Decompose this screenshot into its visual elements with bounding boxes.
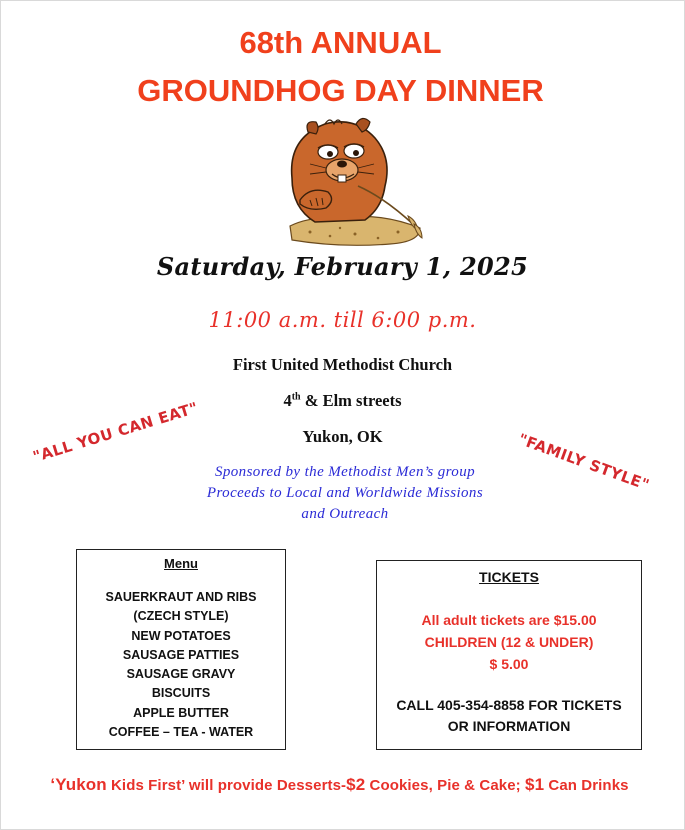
menu-list (77, 588, 285, 742)
menu-box (76, 549, 286, 750)
footer-part-6: Can Drinks (544, 777, 629, 794)
tickets-box (376, 560, 642, 750)
family-style-stamp: "FAMILY STYLE" (515, 430, 652, 495)
menu-item: SAUSAGE GRAVY (126, 667, 236, 682)
menu-item: SAUSAGE PATTIES (122, 647, 240, 662)
street-number: 4 (283, 391, 292, 410)
ticket-contact (377, 695, 641, 737)
footer-part-5: $1 (525, 775, 545, 794)
footer-part-4: Cookies, Pie & Cake; (365, 777, 526, 794)
event-date: Saturday, February 1, 2025 (156, 252, 529, 281)
event-time: 11:00 a.m. till 6:00 p.m. (208, 308, 477, 332)
menu-title: Menu (164, 556, 198, 571)
venue-city: Yukon, OK (302, 427, 383, 446)
all-you-can-eat-stamp: "ALL YOU CAN EAT" (30, 398, 201, 466)
call-line-1: CALL 405-354-8858 FOR TICKETS (396, 697, 622, 713)
street-rest: & Elm streets (300, 391, 402, 410)
menu-item: COFFEE – TEA - WATER (108, 725, 254, 740)
call-line-2: OR INFORMATION (447, 718, 571, 734)
groundhog-icon (270, 108, 435, 258)
street-suffix: th (291, 391, 301, 403)
sponsor-line-2: Proceeds to Local and Worldwide Missions (206, 485, 484, 501)
adult-price: All adult tickets are $15.00 (421, 612, 597, 628)
children-price: $ 5.00 (489, 656, 529, 672)
sponsor-line-1: Sponsored by the Methodist Men’s group (214, 464, 476, 480)
venue-name: First United Methodist Church (232, 355, 453, 374)
menu-item: NEW POTATOES (131, 628, 231, 643)
menu-item: APPLE BUTTER (133, 705, 229, 720)
children-label: CHILDREN (12 & UNDER) (424, 634, 594, 650)
venue-street (0, 391, 685, 411)
footer-part-2: Kids First’ will provide Desserts- (106, 777, 347, 794)
footer-part-1: ‘Yukon (50, 775, 107, 794)
menu-item: (CZECH STYLE) (133, 609, 229, 624)
menu-item: BISCUITS (151, 686, 211, 701)
tickets-title: TICKETS (479, 569, 539, 585)
footer-part-3: $2 (346, 775, 366, 794)
desserts-footer (0, 775, 682, 795)
ticket-prices (377, 609, 641, 675)
sponsor-block (150, 462, 540, 525)
menu-item: SAUERKRAUT AND RIBS (105, 590, 257, 604)
title-line-1: 68th ANNUAL (239, 25, 442, 60)
sponsor-line-3: and Outreach (301, 506, 389, 522)
title-line-2: GROUNDHOG DAY DINNER (137, 73, 544, 108)
